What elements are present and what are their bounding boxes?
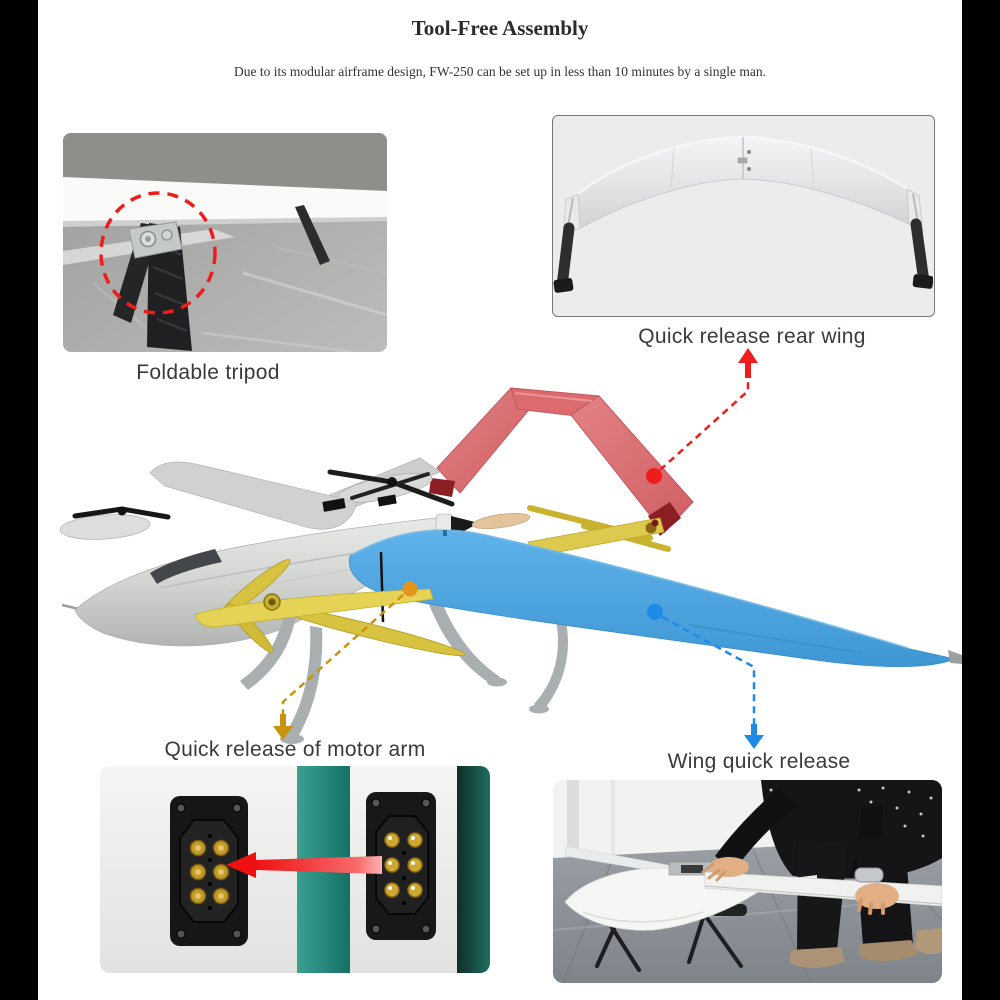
letterbox-left <box>0 0 38 1000</box>
motor-arm-label: Quick release of motor arm <box>164 738 426 761</box>
drone-landing-legs <box>240 598 568 744</box>
foldable-tripod-illustration <box>63 133 387 352</box>
rear-wing-photo <box>552 115 935 317</box>
motor-arm-connector-left <box>170 796 248 946</box>
wing-release-photo <box>553 780 942 983</box>
wing-arrow-down-icon <box>744 724 764 749</box>
drone-left-inner-wing <box>150 462 357 529</box>
wing-indicator-dot-icon <box>647 604 663 620</box>
rear-wing-part <box>553 137 933 293</box>
motor-arm-indicator-dot-icon <box>403 582 418 597</box>
rear-wing-label: Quick release rear wing <box>638 325 866 348</box>
wing-release-illustration <box>553 780 942 983</box>
rear-wing-leader <box>646 348 758 484</box>
wing-release-label: Wing quick release <box>667 750 851 773</box>
rear-wing-illustration <box>553 116 933 315</box>
drone-left-rotor-pod <box>59 507 168 543</box>
drone-assembly-illustration <box>0 330 1000 790</box>
foldable-tripod-label: Foldable tripod <box>136 361 280 384</box>
rear-wing-indicator-dot-icon <box>646 468 662 484</box>
page-title: Tool-Free Assembly <box>411 16 589 40</box>
connectors-illustration <box>100 766 490 973</box>
wing-tip-fitting <box>948 650 962 664</box>
motor-arm-connectors-photo <box>100 766 490 973</box>
wrist-watch <box>855 868 883 882</box>
page-subtitle: Due to its modular airframe design, FW-250 can be set up in less than 10 minutes by a single man. <box>233 64 767 79</box>
rear-wing-arrow-up-icon <box>738 348 758 378</box>
foldable-tripod-photo <box>63 133 387 352</box>
letterbox-right <box>962 0 1000 1000</box>
